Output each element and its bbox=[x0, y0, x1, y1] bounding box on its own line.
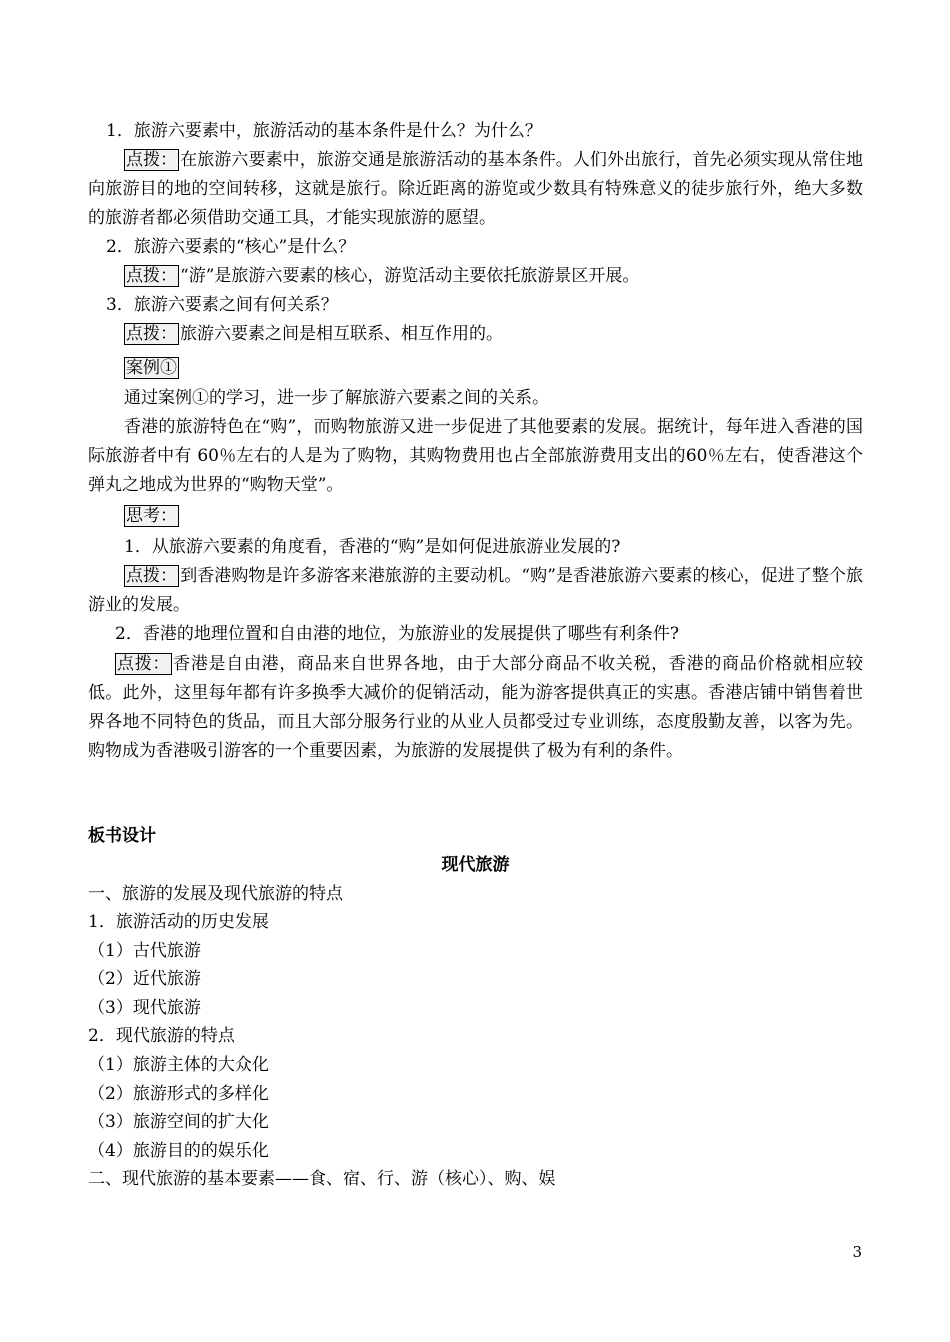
hint-label: 点拨： bbox=[117, 654, 171, 674]
board-line: 1．旅游活动的历史发展 bbox=[88, 912, 269, 932]
case-intro: 通过案例①的学习，进一步了解旅游六要素之间的关系。 bbox=[124, 388, 549, 408]
question-3: 3．旅游六要素之间有何关系？ bbox=[106, 295, 338, 315]
hint-label: 点拨： bbox=[126, 566, 178, 586]
case-body: 香港的旅游特色在“购”，而购物旅游又进一步促进了其他要素的发展。据统计，每年进入香港的国际旅游者中有 60％左右的人是为了购物，其购物费用也占全部旅游费用支出的60％左右，使香港这个弹丸之地成为世界的“购物天堂”。 bbox=[88, 417, 863, 495]
answer-3 bbox=[88, 320, 863, 349]
hint-label: 点拨： bbox=[126, 324, 177, 344]
case-label-line bbox=[88, 354, 863, 383]
think-label-line bbox=[88, 502, 863, 531]
board-line: 一、旅游的发展及现代旅游的特点 bbox=[88, 884, 343, 904]
think-answer-1 bbox=[88, 562, 863, 620]
answer-3-text: 旅游六要素之间是相互联系、相互作用的。 bbox=[180, 324, 503, 344]
think-answer-1-text: 到香港购物是许多游客来港旅游的主要动机。“购”是香港旅游六要素的核心，促进了整个旅游业的发展。 bbox=[88, 566, 863, 615]
answer-1-text: 在旅游六要素中，旅游交通是旅游活动的基本条件。人们外出旅行，首先必须实现从常住地向旅游目的地的空间转移，这就是旅行。除近距离的游览或少数具有特殊意义的徒步旅行外，绝大多数的旅游者都必须借助交通工具，才能实现旅游的愿望。 bbox=[88, 150, 864, 228]
board-line: （2）旅游形式的多样化 bbox=[88, 1084, 269, 1104]
board-line: 二、现代旅游的基本要素——食、宿、行、游（核心）、购、娱 bbox=[88, 1169, 556, 1189]
answer-2 bbox=[88, 262, 863, 291]
board-line: 2．现代旅游的特点 bbox=[88, 1026, 235, 1046]
answer-2-text: “游”是旅游六要素的核心，游览活动主要依托旅游景区开展。 bbox=[180, 266, 640, 286]
board-line: （4）旅游目的的娱乐化 bbox=[88, 1141, 269, 1161]
question-2: 2．旅游六要素的“核心”是什么？ bbox=[106, 237, 356, 257]
hint-label: 点拨： bbox=[126, 266, 177, 286]
answer-1 bbox=[88, 146, 863, 233]
question-1: 1．旅游六要素中，旅游活动的基本条件是什么？为什么？ bbox=[106, 121, 542, 141]
hint-label: 点拨： bbox=[126, 150, 178, 170]
think-question-2: 2．香港的地理位置和自由港的地位，为旅游业的发展提供了哪些有利条件? bbox=[115, 624, 679, 644]
board-line: （1）旅游主体的大众化 bbox=[88, 1055, 269, 1075]
think-question-1: 1．从旅游六要素的角度看，香港的“购”是如何促进旅游业发展的? bbox=[124, 537, 621, 557]
think-answer-2 bbox=[88, 650, 863, 766]
case-label: 案例① bbox=[126, 358, 177, 378]
think-label: 思考： bbox=[126, 506, 177, 526]
board-line: （2）近代旅游 bbox=[88, 969, 201, 989]
page-number: 3 bbox=[852, 1243, 862, 1261]
board-line: （1）古代旅游 bbox=[88, 941, 201, 961]
board-title: 现代旅游 bbox=[441, 855, 510, 875]
board-heading: 板书设计 bbox=[88, 826, 156, 846]
think-answer-2-text: 香港是自由港，商品来自世界各地，由于大部分商品不收关税，香港的商品价格就相应较低。此外，这里每年都有许多换季大减价的促销活动，能为游客提供真正的实惠。香港店铺中销售着世界各地不同特色的货品，而且大部分服务行业的从业人员都受过专业训练，态度殷勤友善，以客为先。购物成为香港吸引游客的一个重要因素，为旅游的发展提供了极为有利的条件。 bbox=[88, 654, 864, 761]
board-line: （3）旅游空间的扩大化 bbox=[88, 1112, 269, 1132]
board-line: （3）现代旅游 bbox=[88, 998, 201, 1018]
